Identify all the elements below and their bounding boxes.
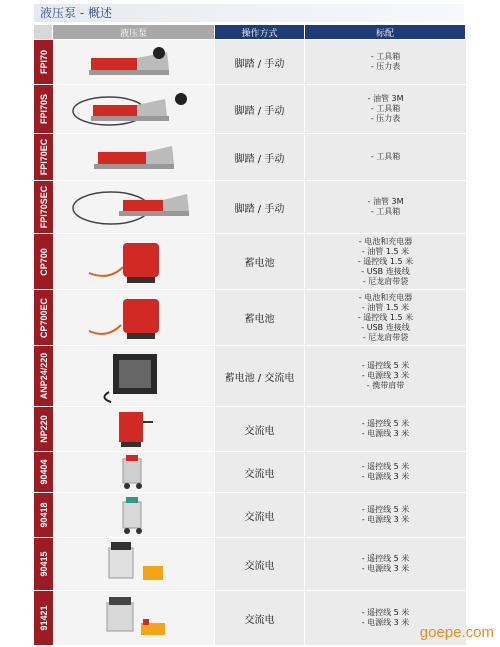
foot-pump-gauge-icon (79, 42, 189, 82)
operation-cell: 蓄电池 / 交流电 (215, 346, 305, 406)
standard-cell (305, 493, 466, 537)
standard-item: - 工具箱 (370, 52, 401, 61)
model-label: FPl70S (38, 93, 49, 125)
standard-item: - 油管 3M (367, 94, 404, 103)
model-label: FPl70SEC (38, 185, 49, 229)
header-pump: 液压泵 (53, 25, 215, 39)
standard-item: - 遥控线 5 米 (361, 419, 410, 428)
standard-list (305, 94, 466, 124)
standard-cell (305, 181, 466, 233)
standard-item: - 遥控线 5 米 (361, 608, 410, 617)
model-cell (34, 85, 53, 133)
model-cell (34, 40, 53, 84)
pump-image-cell (53, 538, 215, 590)
operation-cell: 脚踏 / 手动 (215, 85, 305, 133)
standard-item: - 油管 3M (367, 197, 404, 206)
foot-pump-hose-icon (69, 87, 199, 131)
model-cell (34, 407, 53, 451)
operation-cell: 脚踏 / 手动 (215, 134, 305, 180)
foot-pump-icon (84, 140, 184, 174)
model-cell (34, 290, 53, 345)
operation-cell: 脚踏 / 手动 (215, 40, 305, 84)
foot-switch-pump-icon (89, 540, 179, 588)
standard-list (305, 554, 466, 574)
header-operation: 操作方式 (215, 25, 305, 39)
standard-cell (305, 134, 466, 180)
standard-item: - 电源线 3 米 (361, 515, 410, 524)
operation-cell: 交流电 (215, 591, 305, 645)
model-label: ANP24/220 (38, 352, 49, 400)
battery-pump-icon (79, 293, 189, 343)
standard-item: - 电源线 3 米 (361, 472, 410, 481)
model-cell (34, 181, 53, 233)
foot-pump-hose-icon (69, 184, 199, 230)
model-label: CP700EC (38, 297, 49, 338)
model-label: 91421 (38, 605, 49, 631)
operation-cell: 脚踏 / 手动 (215, 181, 305, 233)
pump-image-cell (53, 452, 215, 492)
model-label: 90415 (38, 551, 49, 577)
pump-image-cell (53, 290, 215, 345)
standard-cell (305, 452, 466, 492)
standard-list (305, 237, 466, 287)
standard-item: - 尼龙肩带袋 (362, 276, 409, 286)
case-pump-icon (89, 348, 179, 404)
pump-image-cell (53, 85, 215, 133)
operation-cell: 交流电 (215, 407, 305, 451)
model-cell (34, 591, 53, 645)
standard-list (305, 293, 466, 343)
standard-item: - 遥控线 5 米 (361, 361, 410, 370)
standard-list (305, 361, 466, 391)
table-header-row (34, 25, 466, 39)
standard-cell (305, 538, 466, 590)
standard-item: - 工具箱 (370, 207, 401, 216)
header-standard: 标配 (305, 25, 466, 39)
table-row (34, 452, 466, 492)
standard-item: - 尼龙肩带袋 (362, 332, 409, 342)
model-cell (34, 538, 53, 590)
operation-cell: 蓄电池 (215, 234, 305, 289)
table-row (34, 134, 466, 180)
table-row (34, 493, 466, 537)
standard-item: - 工具箱 (370, 152, 401, 161)
model-cell (34, 452, 53, 492)
trolley-pump-icon (99, 494, 169, 536)
header-model (34, 25, 53, 39)
model-cell (34, 346, 53, 406)
standard-item: - 电源线 3 米 (361, 371, 410, 380)
operation-cell: 蓄电池 (215, 290, 305, 345)
operation-cell: 交流电 (215, 538, 305, 590)
standard-list (305, 52, 466, 72)
standard-item: - 电源线 3 米 (361, 429, 410, 438)
standard-list (305, 197, 466, 217)
model-label: 90418 (38, 502, 49, 528)
standard-item: - 遥控线 5 米 (361, 505, 410, 514)
operation-cell: 交流电 (215, 452, 305, 492)
standard-cell (305, 346, 466, 406)
battery-pump-icon (79, 237, 189, 287)
watermark: goepe.com (419, 624, 494, 641)
operation-cell: 交流电 (215, 493, 305, 537)
standard-item: - 电源线 3 米 (361, 618, 410, 627)
standard-cell (305, 290, 466, 345)
standard-cell (305, 40, 466, 84)
model-cell (34, 493, 53, 537)
standard-item: - 电池和充电器 (358, 236, 413, 246)
page-title: 液压泵 - 概述 (34, 4, 464, 22)
trolley-pump-icon (99, 453, 169, 491)
model-cell (34, 234, 53, 289)
standard-item: - 遥控线 5 米 (361, 462, 410, 471)
table-row (34, 290, 466, 345)
standard-cell (305, 407, 466, 451)
standard-list (305, 152, 466, 162)
standard-item: - 电池和充电器 (358, 292, 413, 302)
standard-cell (305, 85, 466, 133)
pump-image-cell (53, 134, 215, 180)
standard-item: - 遥控线 5 米 (361, 554, 410, 563)
standard-item: - 遥控线 1.5 米 (357, 256, 414, 266)
pump-image-cell (53, 591, 215, 645)
pump-image-cell (53, 40, 215, 84)
pump-image-cell (53, 181, 215, 233)
foot-switch-pump-icon (89, 593, 179, 643)
model-label: 90404 (38, 459, 49, 485)
standard-list (305, 419, 466, 439)
standard-item: - 工具箱 (370, 104, 401, 113)
pump-overview-table (34, 24, 466, 646)
standard-item: - 压力表 (370, 62, 401, 71)
standard-item: - USB 连接线 (361, 266, 410, 276)
pump-image-cell (53, 234, 215, 289)
table-row (34, 85, 466, 133)
standard-list (305, 462, 466, 482)
pump-image-cell (53, 407, 215, 451)
standard-cell (305, 234, 466, 289)
model-label: CP700 (38, 247, 49, 276)
pump-image-cell (53, 346, 215, 406)
table-row (34, 234, 466, 289)
standard-item: - USB 连接线 (361, 322, 410, 332)
electric-pump-icon (99, 408, 169, 450)
standard-item: - 携带肩带 (366, 381, 405, 390)
table-row (34, 407, 466, 451)
standard-item: - 油管 1.5 米 (361, 246, 410, 256)
table-row (34, 181, 466, 233)
table-row (34, 538, 466, 590)
model-label: NP220 (38, 415, 49, 443)
table-row (34, 346, 466, 406)
standard-item: - 电源线 3 米 (361, 564, 410, 573)
standard-list (305, 505, 466, 525)
pump-image-cell (53, 493, 215, 537)
table-row (34, 40, 466, 84)
standard-item: - 油管 1.5 米 (361, 302, 410, 312)
table-row (34, 591, 466, 645)
model-label: FPl70 (38, 49, 49, 75)
standard-item: - 压力表 (370, 114, 401, 123)
model-label: FPl70EC (38, 138, 49, 176)
model-cell (34, 134, 53, 180)
standard-item: - 遥控线 1.5 米 (357, 312, 414, 322)
